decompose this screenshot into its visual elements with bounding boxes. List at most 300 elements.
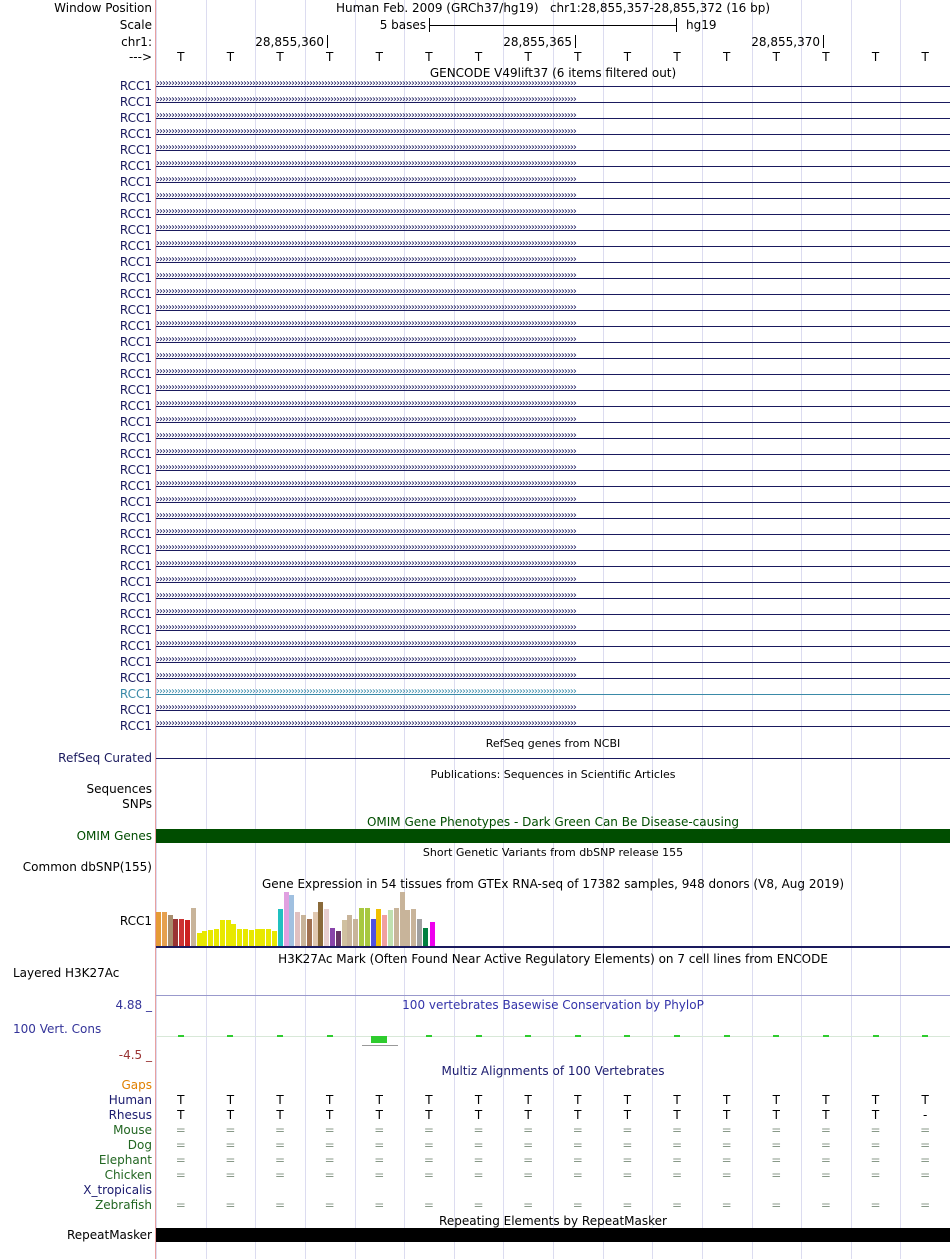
- gtex-bar[interactable]: [162, 912, 167, 946]
- gencode-gene-label[interactable]: RCC1: [119, 127, 152, 141]
- strand-arrows: ››››››››››››››››››››››››››››››››››››››››››››››››››››››››››››››››››››››››››››››››››››››››››››››››››››››››››››››››››››››››››››››››››››››››››››: [156, 609, 576, 617]
- cons-mark: [277, 1035, 283, 1037]
- gene-row[interactable]: [156, 145, 950, 155]
- strand-arrows: ››››››››››››››››››››››››››››››››››››››››››››››››››››››››››››››››››››››››››››››››››››››››››››››››››››››››››››››››››››››››››››››››››››››››››››: [156, 81, 576, 89]
- gencode-gene-label[interactable]: RCC1: [119, 527, 152, 541]
- alignment-base: T: [623, 1108, 632, 1122]
- gtex-bar[interactable]: [208, 930, 213, 946]
- gtex-bar[interactable]: [336, 931, 341, 946]
- alignment-base: =: [523, 1198, 534, 1212]
- gene-row[interactable]: [156, 625, 950, 635]
- alignment-base: T: [177, 1093, 185, 1107]
- gencode-gene-label[interactable]: RCC1: [119, 719, 152, 733]
- gtex-bar[interactable]: [255, 929, 260, 946]
- alignment-base: =: [572, 1123, 583, 1137]
- gencode-gene-label[interactable]: RCC1: [119, 655, 152, 669]
- scale-bar: [429, 18, 677, 32]
- scale-label: Scale: [119, 18, 152, 32]
- alignment-base: =: [622, 1153, 633, 1167]
- alignment-base: T: [673, 1108, 681, 1122]
- track-image[interactable]: [156, 0, 950, 1259]
- gaps-label[interactable]: Gaps: [121, 1078, 152, 1092]
- strand-arrows: ››››››››››››››››››››››››››››››››››››››››››››››››››››››››››››››››››››››››››››››››››››››››››››››››››››››››››››››››››››››››››››››››››››››››››››: [156, 529, 576, 537]
- gene-row[interactable]: [156, 353, 950, 363]
- alignment-base: =: [672, 1168, 683, 1182]
- gtex-bar[interactable]: [371, 919, 376, 946]
- alignment-base: T: [723, 1093, 731, 1107]
- gtex-bar[interactable]: [359, 908, 364, 946]
- strand-arrows: ››››››››››››››››››››››››››››››››››››››››››››››››››››››››››››››››››››››››››››››››››››››››››››››››››››››››››››››››››››››››››››››››››››››››››››: [156, 337, 576, 345]
- gencode-gene-label[interactable]: RCC1: [119, 239, 152, 253]
- strand-arrows: ››››››››››››››››››››››››››››››››››››››››››››››››››››››››››››››››››››››››››››››››››››››››››››››››››››››››››››››››››››››››››››››››››››››››››››: [156, 433, 576, 441]
- gene-row[interactable]: [156, 529, 950, 539]
- gtex-bar[interactable]: [168, 915, 173, 946]
- alignment-base: =: [672, 1123, 683, 1137]
- cons-mark: [823, 1035, 829, 1037]
- gtex-bar[interactable]: [156, 912, 161, 946]
- gencode-gene-label[interactable]: RCC1: [119, 383, 152, 397]
- alignment-base: =: [225, 1198, 236, 1212]
- strand-arrows: ››››››››››››››››››››››››››››››››››››››››››››››››››››››››››››››››››››››››››››››››››››››››››››››››››››››››››››››››››››››››››››››››››››››››››››: [156, 241, 576, 249]
- alignment-base: =: [175, 1123, 186, 1137]
- gencode-gene-label[interactable]: RCC1: [119, 415, 152, 429]
- alignment-base: =: [275, 1123, 286, 1137]
- gtex-bar[interactable]: [330, 928, 335, 946]
- gencode-gene-label[interactable]: RCC1: [119, 607, 152, 621]
- gtex-bar[interactable]: [342, 920, 347, 946]
- window-position-label: Window Position: [54, 1, 152, 15]
- gencode-gene-label[interactable]: RCC1: [119, 79, 152, 93]
- gencode-gene-label[interactable]: RCC1: [119, 207, 152, 221]
- alignment-base: =: [473, 1198, 484, 1212]
- strand-arrows: ››››››››››››››››››››››››››››››››››››››››››››››››››››››››››››››››››››››››››››››››››››››››››››››››››››››››››››››››››››››››››››››››››››››››››››: [156, 449, 576, 457]
- alignment-base: T: [474, 1108, 483, 1122]
- alignment-base: T: [375, 1108, 383, 1122]
- gencode-gene-label[interactable]: RCC1: [119, 175, 152, 189]
- alignment-base: =: [423, 1153, 434, 1167]
- gene-row[interactable]: [156, 577, 950, 587]
- species-label[interactable]: Zebrafish: [95, 1198, 152, 1212]
- refseq-line: [156, 758, 950, 759]
- gene-row[interactable]: [156, 385, 950, 395]
- gencode-gene-label[interactable]: RCC1: [119, 159, 152, 173]
- cons-mark: [426, 1035, 432, 1037]
- alignment-base: T: [574, 1108, 582, 1122]
- gencode-gene-label[interactable]: RCC1: [119, 623, 152, 637]
- gtex-bar[interactable]: [191, 908, 196, 946]
- base-letter: T: [574, 50, 582, 64]
- gtex-bar[interactable]: [231, 924, 236, 946]
- h3k27ac-line: [156, 995, 950, 996]
- snps-label[interactable]: SNPs: [122, 797, 152, 811]
- gencode-gene-label[interactable]: RCC1: [119, 255, 152, 269]
- alignment-base: =: [920, 1138, 931, 1152]
- gene-row[interactable]: [156, 225, 950, 235]
- alignment-base: =: [920, 1123, 931, 1137]
- gencode-gene-label[interactable]: RCC1: [119, 191, 152, 205]
- base-letter: T: [921, 50, 929, 64]
- gtex-bar[interactable]: [365, 908, 370, 946]
- gtex-bar[interactable]: [197, 933, 202, 946]
- gene-row[interactable]: [156, 305, 950, 315]
- strand-arrows: ››››››››››››››››››››››››››››››››››››››››››››››››››››››››››››››››››››››››››››››››››››››››››››››››››››››››››››››››››››››››››››››››››››››››››››: [156, 673, 576, 681]
- strand-arrows: ››››››››››››››››››››››››››››››››››››››››››››››››››››››››››››››››››››››››››››››››››››››››››››››››››››››››››››››››››››››››››››››››››››››››››››: [156, 385, 576, 393]
- alignment-base: =: [175, 1153, 186, 1167]
- repeatmasker-bar[interactable]: [156, 1228, 950, 1242]
- gene-row[interactable]: [156, 97, 950, 107]
- gtex-bar[interactable]: [353, 919, 358, 946]
- gene-row[interactable]: [156, 721, 950, 731]
- omim-bar[interactable]: [156, 829, 950, 843]
- gtex-bar[interactable]: [307, 919, 312, 946]
- gene-row[interactable]: [156, 369, 950, 379]
- gene-row[interactable]: [156, 193, 950, 203]
- alignment-base: =: [374, 1198, 385, 1212]
- gtex-bar[interactable]: [376, 909, 381, 946]
- gtex-bar[interactable]: [226, 920, 231, 946]
- alignment-base: =: [473, 1153, 484, 1167]
- gene-row[interactable]: [156, 705, 950, 715]
- alignment-base: T: [574, 1093, 582, 1107]
- gtex-bar[interactable]: [202, 931, 207, 946]
- gtex-bar[interactable]: [400, 892, 405, 946]
- strand-arrows: ››››››››››››››››››››››››››››››››››››››››››››››››››››››››››››››››››››››››››››››››››››››››››››››››››››››››››››››››››››››››››››››››››››››››››››: [156, 161, 576, 169]
- alignment-base: T: [723, 1108, 731, 1122]
- cons-label[interactable]: 100 Vert. Cons: [13, 1022, 102, 1036]
- gtex-bar[interactable]: [185, 920, 190, 946]
- gene-row[interactable]: [156, 161, 950, 171]
- cons-zero-line: [156, 1036, 950, 1037]
- position-text: chr1:28,855,357-28,855,372 (16 bp): [549, 1, 771, 15]
- alignment-base: =: [324, 1153, 335, 1167]
- cons-min-label: -4.5 _: [118, 1048, 152, 1062]
- gene-row[interactable]: [156, 417, 950, 427]
- gtex-bar[interactable]: [249, 930, 254, 946]
- gtex-bar[interactable]: [411, 909, 416, 946]
- strand-arrows: ››››››››››››››››››››››››››››››››››››››››››››››››››››››››››››››››››››››››››››››››››››››››››››››››››››››››››››››››››››››››››››››››››››››››››››: [156, 545, 576, 553]
- gtex-bar[interactable]: [220, 920, 225, 946]
- gene-row[interactable]: [156, 177, 950, 187]
- species-label[interactable]: Chicken: [104, 1168, 152, 1182]
- repeatmasker-label[interactable]: RepeatMasker: [66, 1228, 152, 1242]
- gene-row[interactable]: [156, 657, 950, 667]
- gencode-gene-label[interactable]: RCC1: [119, 271, 152, 285]
- species-label[interactable]: Elephant: [98, 1153, 152, 1167]
- gtex-bar[interactable]: [324, 909, 329, 946]
- alignment-base: =: [324, 1168, 335, 1182]
- alignment-base: T: [375, 1093, 383, 1107]
- alignment-base: T: [871, 1093, 880, 1107]
- gencode-gene-label[interactable]: RCC1: [119, 143, 152, 157]
- alignment-base: =: [622, 1198, 633, 1212]
- alignment-base: =: [820, 1123, 831, 1137]
- gencode-gene-label[interactable]: RCC1: [119, 639, 152, 653]
- dbsnp-label[interactable]: Common dbSNP(155): [22, 860, 152, 874]
- gene-row[interactable]: [156, 401, 950, 411]
- alignment-base: =: [324, 1198, 335, 1212]
- alignment-base: =: [473, 1123, 484, 1137]
- gtex-bar[interactable]: [423, 928, 428, 946]
- alignment-base: T: [623, 1093, 632, 1107]
- gtex-bar[interactable]: [243, 929, 248, 946]
- base-letter: T: [723, 50, 731, 64]
- gtex-bar[interactable]: [405, 910, 410, 946]
- ruler-tick-label: 28,855,370: [751, 35, 820, 49]
- gencode-gene-label[interactable]: RCC1: [119, 703, 152, 717]
- db-text: hg19: [686, 18, 717, 32]
- gtex-bar[interactable]: [266, 929, 271, 946]
- gtex-bar[interactable]: [347, 915, 352, 946]
- gene-row[interactable]: [156, 129, 950, 139]
- gencode-gene-label[interactable]: RCC1: [119, 671, 152, 685]
- alignment-base: =: [721, 1198, 732, 1212]
- gene-row[interactable]: [156, 209, 950, 219]
- alignment-base: =: [473, 1168, 484, 1182]
- alignment-base: =: [374, 1153, 385, 1167]
- gene-row[interactable]: [156, 433, 950, 443]
- alignment-base: =: [324, 1138, 335, 1152]
- strand-arrows: ››››››››››››››››››››››››››››››››››››››››››››››››››››››››››››››››››››››››››››››››››››››››››››››››››››››››››››››››››››››››››››››››››››››››››››: [156, 305, 576, 313]
- alignment-base: T: [524, 1108, 532, 1122]
- cons-mark: [371, 1036, 387, 1043]
- gtex-bar[interactable]: [284, 892, 289, 946]
- base-letter: T: [524, 50, 532, 64]
- alignment-base: T: [425, 1093, 433, 1107]
- gene-row[interactable]: [156, 113, 950, 123]
- gene-row[interactable]: [156, 513, 950, 523]
- alignment-base: =: [275, 1168, 286, 1182]
- gtex-bar[interactable]: [417, 919, 422, 946]
- gene-row[interactable]: [156, 673, 950, 683]
- alignment-base: T: [326, 1093, 334, 1107]
- gencode-gene-label[interactable]: RCC1: [119, 399, 152, 413]
- conservation-title: 100 vertebrates Basewise Conservation by PhyloP: [402, 998, 704, 1012]
- gtex-bar[interactable]: [318, 902, 323, 946]
- gtex-bar[interactable]: [173, 919, 178, 946]
- gene-row[interactable]: [156, 593, 950, 603]
- strand-arrows: ››››››››››››››››››››››››››››››››››››››››››››››››››››››››››››››››››››››››››››››››››››››››››››››››››››››››››››››››››››››››››››››››››››››››››››: [156, 369, 576, 377]
- alignment-base: =: [225, 1138, 236, 1152]
- gene-row[interactable]: [156, 337, 950, 347]
- base-letter: T: [226, 50, 235, 64]
- base-letter: T: [772, 50, 780, 64]
- gtex-bar[interactable]: [272, 931, 277, 946]
- alignment-base: =: [523, 1153, 534, 1167]
- gtex-bar[interactable]: [382, 915, 387, 946]
- gtex-bar[interactable]: [394, 908, 399, 946]
- gtex-bar[interactable]: [278, 909, 283, 946]
- alignment-base: =: [175, 1168, 186, 1182]
- cons-mark: [178, 1035, 184, 1037]
- alignment-base: =: [771, 1153, 782, 1167]
- alignment-base: =: [820, 1138, 831, 1152]
- alignment-base: =: [721, 1123, 732, 1137]
- alignment-base: =: [672, 1198, 683, 1212]
- cons-mark: [922, 1035, 928, 1037]
- chrom-label: chr1:: [121, 35, 152, 49]
- gencode-gene-label[interactable]: RCC1: [119, 463, 152, 477]
- gene-row[interactable]: [156, 465, 950, 475]
- alignment-base: =: [572, 1198, 583, 1212]
- gencode-gene-label[interactable]: RCC1: [119, 351, 152, 365]
- alignment-base: T: [226, 1108, 235, 1122]
- strand-label[interactable]: --->: [128, 50, 152, 64]
- alignment-base: =: [473, 1138, 484, 1152]
- strand-arrows: ››››››››››››››››››››››››››››››››››››››››››››››››››››››››››››››››››››››››››››››››››››››››››››››››››››››››››››››››››››››››››››››››››››››››››››: [156, 465, 576, 473]
- gene-row[interactable]: [156, 81, 950, 91]
- species-label[interactable]: Rhesus: [108, 1108, 152, 1122]
- alignment-base: =: [622, 1138, 633, 1152]
- gencode-gene-label[interactable]: RCC1: [119, 287, 152, 301]
- strand-arrows: ››››››››››››››››››››››››››››››››››››››››››››››››››››››››››››››››››››››››››››››››››››››››››››››››››››››››››››››››››››››››››››››››››››››››››››: [156, 593, 576, 601]
- gtex-bar[interactable]: [313, 912, 318, 946]
- alignment-base: T: [822, 1093, 830, 1107]
- base-letter: T: [623, 50, 632, 64]
- alignment-base: T: [326, 1108, 334, 1122]
- gencode-gene-label[interactable]: RCC1: [119, 303, 152, 317]
- alignment-base: T: [871, 1108, 880, 1122]
- gtex-bar[interactable]: [289, 895, 294, 946]
- repeatmasker-title: Repeating Elements by RepeatMasker: [439, 1214, 667, 1228]
- cons-mark: [227, 1035, 233, 1037]
- gencode-gene-label[interactable]: RCC1: [119, 367, 152, 381]
- gene-row[interactable]: [156, 481, 950, 491]
- alignment-base: =: [622, 1123, 633, 1137]
- alignment-base: =: [721, 1168, 732, 1182]
- gtex-bar[interactable]: [260, 929, 265, 946]
- gencode-gene-label[interactable]: RCC1: [119, 511, 152, 525]
- gtex-bar[interactable]: [301, 915, 306, 946]
- gene-row[interactable]: [156, 257, 950, 267]
- gtex-bar[interactable]: [237, 929, 242, 946]
- conservation-plot[interactable]: [156, 1014, 950, 1058]
- gencode-gene-label[interactable]: RCC1: [119, 591, 152, 605]
- strand-arrows: ››››››››››››››››››››››››››››››››››››››››››››››››››››››››››››››››››››››››››››››››››››››››››››››››››››››››››››››››››››››››››››››››››››››››››››: [156, 417, 576, 425]
- gencode-gene-label[interactable]: RCC1: [119, 495, 152, 509]
- alignment-base: =: [771, 1123, 782, 1137]
- alignment-base: =: [225, 1123, 236, 1137]
- base-letter: T: [276, 50, 284, 64]
- omim-title: OMIM Gene Phenotypes - Dark Green Can Be Disease-causing: [366, 815, 740, 829]
- species-label[interactable]: Dog: [127, 1138, 152, 1152]
- dbsnp-title: Short Genetic Variants from dbSNP release 155: [422, 846, 684, 859]
- alignment-base: =: [771, 1138, 782, 1152]
- strand-arrows: ››››››››››››››››››››››››››››››››››››››››››››››››››››››››››››››››››››››››››››››››››››››››››››››››››››››››››››››››››››››››››››››››››››››››››››: [156, 497, 576, 505]
- alignment-base: T: [673, 1093, 681, 1107]
- gencode-gene-label[interactable]: RCC1: [119, 95, 152, 109]
- publications-title: Publications: Sequences in Scientific Articles: [430, 768, 676, 781]
- base-letter: T: [822, 50, 830, 64]
- alignment-base: =: [523, 1123, 534, 1137]
- alignment-base: =: [423, 1138, 434, 1152]
- cons-mark: [674, 1035, 680, 1037]
- cons-max-label: 4.88 _: [115, 998, 152, 1012]
- strand-arrows: ››››››››››››››››››››››››››››››››››››››››››››››››››››››››››››››››››››››››››››››››››››››››››››››››››››››››››››››››››››››››››››››››››››››››››››: [156, 641, 576, 649]
- gencode-gene-label[interactable]: RCC1: [119, 447, 152, 461]
- gencode-gene-label[interactable]: RCC1: [119, 431, 152, 445]
- species-label[interactable]: X_tropicalis: [83, 1183, 152, 1197]
- omim-label[interactable]: OMIM Genes: [76, 829, 152, 843]
- gencode-gene-label[interactable]: RCC1: [119, 575, 152, 589]
- gencode-gene-label[interactable]: RCC1: [119, 559, 152, 573]
- alignment-base: =: [721, 1138, 732, 1152]
- gencode-gene-label[interactable]: RCC1: [119, 335, 152, 349]
- gencode-gene-label[interactable]: RCC1: [119, 479, 152, 493]
- gtex-bar[interactable]: [388, 910, 393, 946]
- gencode-gene-label[interactable]: RCC1: [119, 223, 152, 237]
- base-letter: T: [375, 50, 383, 64]
- strand-arrows: ››››››››››››››››››››››››››››››››››››››››››››››››››››››››››››››››››››››››››››››››››››››››››››››››››››››››››››››››››››››››››››››››››››››››››››: [156, 97, 576, 105]
- alignment-base: =: [572, 1153, 583, 1167]
- gene-row[interactable]: [156, 689, 950, 699]
- gencode-gene-label[interactable]: RCC1: [119, 111, 152, 125]
- gtex-bar[interactable]: [214, 929, 219, 946]
- gene-row[interactable]: [156, 641, 950, 651]
- gene-row[interactable]: [156, 561, 950, 571]
- gene-row[interactable]: [156, 273, 950, 283]
- scale-text: 5 bases: [379, 18, 426, 32]
- gencode-gene-label[interactable]: RCC1: [119, 543, 152, 557]
- alignment-base: =: [870, 1198, 881, 1212]
- gene-row[interactable]: [156, 449, 950, 459]
- alignment-base: T: [921, 1093, 929, 1107]
- h3k27ac-label[interactable]: Layered H3K27Ac: [13, 966, 120, 980]
- gencode-gene-label[interactable]: RCC1: [119, 319, 152, 333]
- alignment-base: T: [425, 1108, 433, 1122]
- gencode-title: GENCODE V49lift37 (6 items filtered out): [429, 66, 677, 80]
- alignment-base: =: [374, 1168, 385, 1182]
- alignment-base: =: [523, 1168, 534, 1182]
- gtex-bar[interactable]: [295, 912, 300, 946]
- window-position-text: [156, 1, 950, 15]
- gencode-gene-label[interactable]: RCC1: [119, 687, 152, 701]
- assembly-text: Human Feb. 2009 (GRCh37/hg19): [335, 1, 539, 15]
- refseq-label[interactable]: RefSeq Curated: [58, 751, 152, 765]
- gene-row[interactable]: [156, 609, 950, 619]
- alignment-base: =: [672, 1153, 683, 1167]
- base-letter: T: [474, 50, 483, 64]
- gtex-bar[interactable]: [430, 922, 435, 946]
- cons-mark: [327, 1035, 333, 1037]
- species-label[interactable]: Mouse: [113, 1123, 152, 1137]
- gtex-chart[interactable]: [156, 891, 950, 946]
- gene-row[interactable]: [156, 241, 950, 251]
- species-label[interactable]: Human: [108, 1093, 152, 1107]
- alignment-base: T: [524, 1093, 532, 1107]
- gtex-label[interactable]: RCC1: [119, 914, 152, 928]
- alignment-base: =: [870, 1168, 881, 1182]
- alignment-base: T: [822, 1108, 830, 1122]
- refseq-title: RefSeq genes from NCBI: [485, 737, 621, 750]
- ruler-tick-label: 28,855,365: [503, 35, 572, 49]
- ruler-tick: [327, 35, 328, 48]
- cons-mark: [773, 1035, 779, 1037]
- alignment-base: =: [920, 1168, 931, 1182]
- alignment-base: =: [324, 1123, 335, 1137]
- gene-row[interactable]: [156, 289, 950, 299]
- alignment-base: =: [820, 1168, 831, 1182]
- track-labels-panel: [0, 0, 155, 1259]
- gtex-bar[interactable]: [179, 919, 184, 946]
- gene-row[interactable]: [156, 497, 950, 507]
- gene-row[interactable]: [156, 545, 950, 555]
- alignment-base: T: [474, 1093, 483, 1107]
- alignment-base: =: [572, 1138, 583, 1152]
- sequences-label[interactable]: Sequences: [86, 782, 152, 796]
- gene-row[interactable]: [156, 321, 950, 331]
- strand-arrows: ››››››››››››››››››››››››››››››››››››››››››››››››››››››››››››››››››››››››››››››››››››››››››››››››››››››››››››››››››››››››››››››››››››››››››››: [156, 257, 576, 265]
- alignment-base: =: [225, 1168, 236, 1182]
